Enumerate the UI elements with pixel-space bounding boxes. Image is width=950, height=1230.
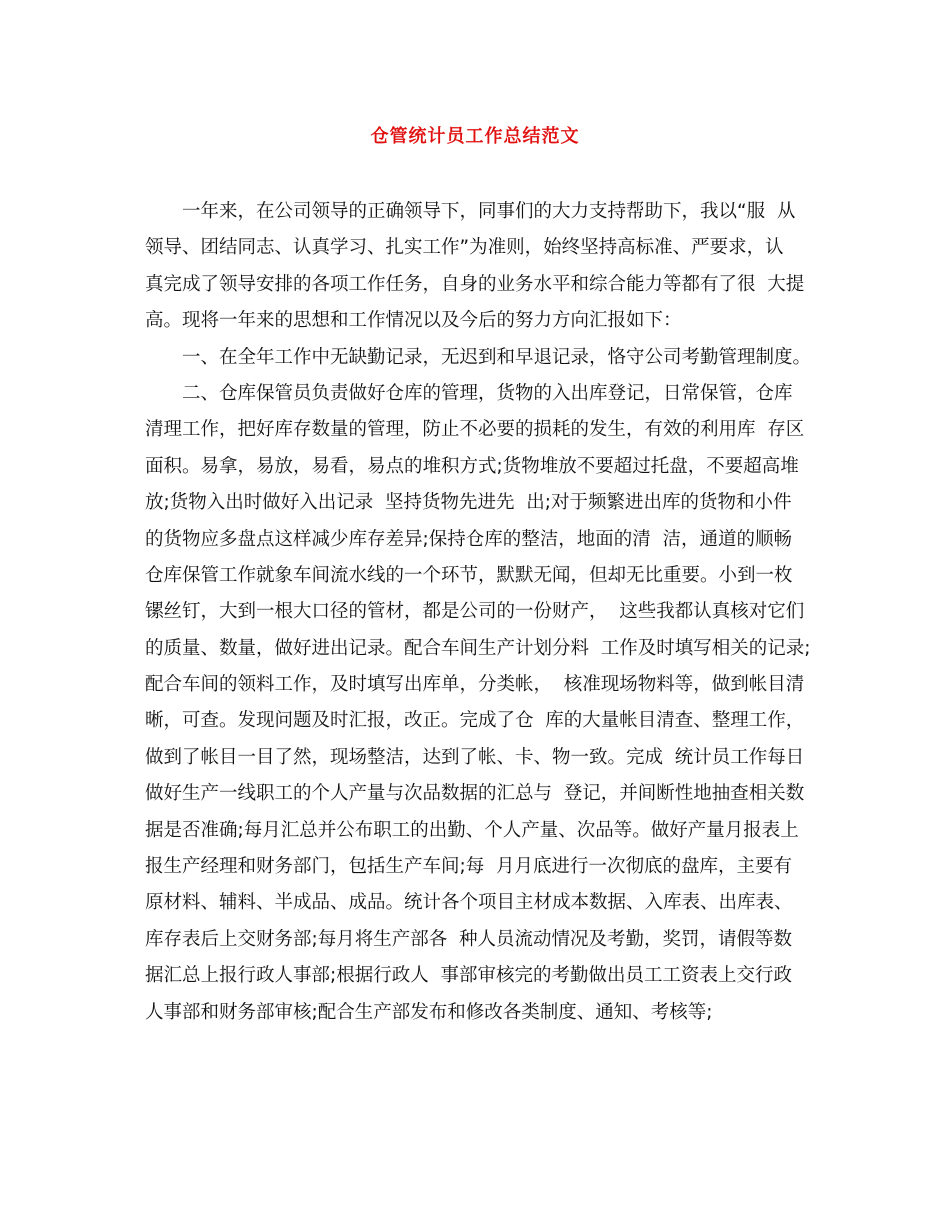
document-body [145, 194, 815, 1031]
document-title: 仓管统计员工作总结范文 [370, 126, 580, 147]
paragraph-line: 仓库保管工作就象车间流水线的一个环节，默默无闻，但却无比重要。小到一枚 [145, 564, 793, 586]
paragraph-line: 的货物应多盘点这样减少库存差异;保持仓库的整洁，地面的清 洁，通道的顺畅 [145, 528, 792, 550]
paragraph-line: 配合车间的领料工作，及时填写出库单，分类帐， 核准现场物料等，做到帐目清 [145, 674, 805, 696]
paragraph-line: 原材料、辅料、半成品、成品。统计各个项目主材成本数据、入库表、出库表、 [145, 892, 793, 914]
paragraph-line: 放;货物入出时做好入出记录 坚持货物先进先 出;对于频繁进出库的货物和小件 [145, 492, 792, 514]
paragraph-line: 一年来，在公司领导的正确领导下，同事们的大力支持帮助下，我以“服 从 [182, 201, 796, 222]
paragraph-line: 据汇总上报行政人事部;根据行政人 事部审核完的考勤做出员工工资表上交行政 [145, 965, 792, 987]
paragraph-line: 库存表后上交财务部;每月将生产部各 种人员流动情况及考勤，奖罚，请假等数 [145, 928, 792, 950]
paragraph-line: 清理工作，把好库存数量的管理，防止不必要的损耗的发生，有效的利用库 存区 [145, 419, 805, 441]
paragraph-line: 做好生产一线职工的个人产量与次品数据的汇总与 登记，并间断性地抽查相关数 [145, 783, 805, 805]
paragraph-line: 的质量、数量，做好进出记录。配合车间生产计划分料 工作及时填写相关的记录; [145, 637, 811, 659]
paragraph-line: 镙丝钉，大到一根大口径的管材，都是公司的一份财产， 这些我都认真核对它们 [145, 601, 805, 623]
paragraph-line: 做到了帐目一目了然，现场整洁，达到了帐、卡、物一致。完成 统计员工作每日 [145, 746, 805, 768]
paragraph-line: 高。现将一年来的思想和工作情况以及今后的努力方向汇报如下： [145, 310, 682, 332]
paragraph-line: 二、仓库保管员负责做好仓库的管理，货物的入出库登记，日常保管，仓库 [182, 382, 793, 404]
paragraph-line: 据是否准确;每月汇总并公布职工的出勤、个人产量、次品等。做好产量月报表上 [145, 819, 799, 841]
paragraph-line: 晰，可查。发现问题及时汇报，改正。完成了仓 库的大量帐目清查、整理工作， [145, 710, 805, 732]
paragraph-line: 真完成了领导安排的各项工作任务，自身的业务水平和综合能力等都有了很 大提 [145, 273, 805, 295]
paragraph-line: 人事部和财务部审核;配合生产部发布和修改各类制度、通知、考核等; [145, 1001, 713, 1023]
paragraph-line: 领导、团结同志、认真学习、扎实工作”为准则，始终坚持高标准、严要求，认 [145, 237, 784, 259]
paragraph-line: 一、在全年工作中无缺勤记录，无迟到和早退记录，恪守公司考勤管理制度。 [182, 346, 812, 368]
paragraph-line: 面积。易拿，易放，易看，易点的堆积方式;货物堆放不要超过托盘，不要超高堆 [145, 455, 799, 477]
paragraph-line: 报生产经理和财务部门，包括生产车间;每 月月底进行一次彻底的盘库，主要有 [145, 856, 792, 878]
